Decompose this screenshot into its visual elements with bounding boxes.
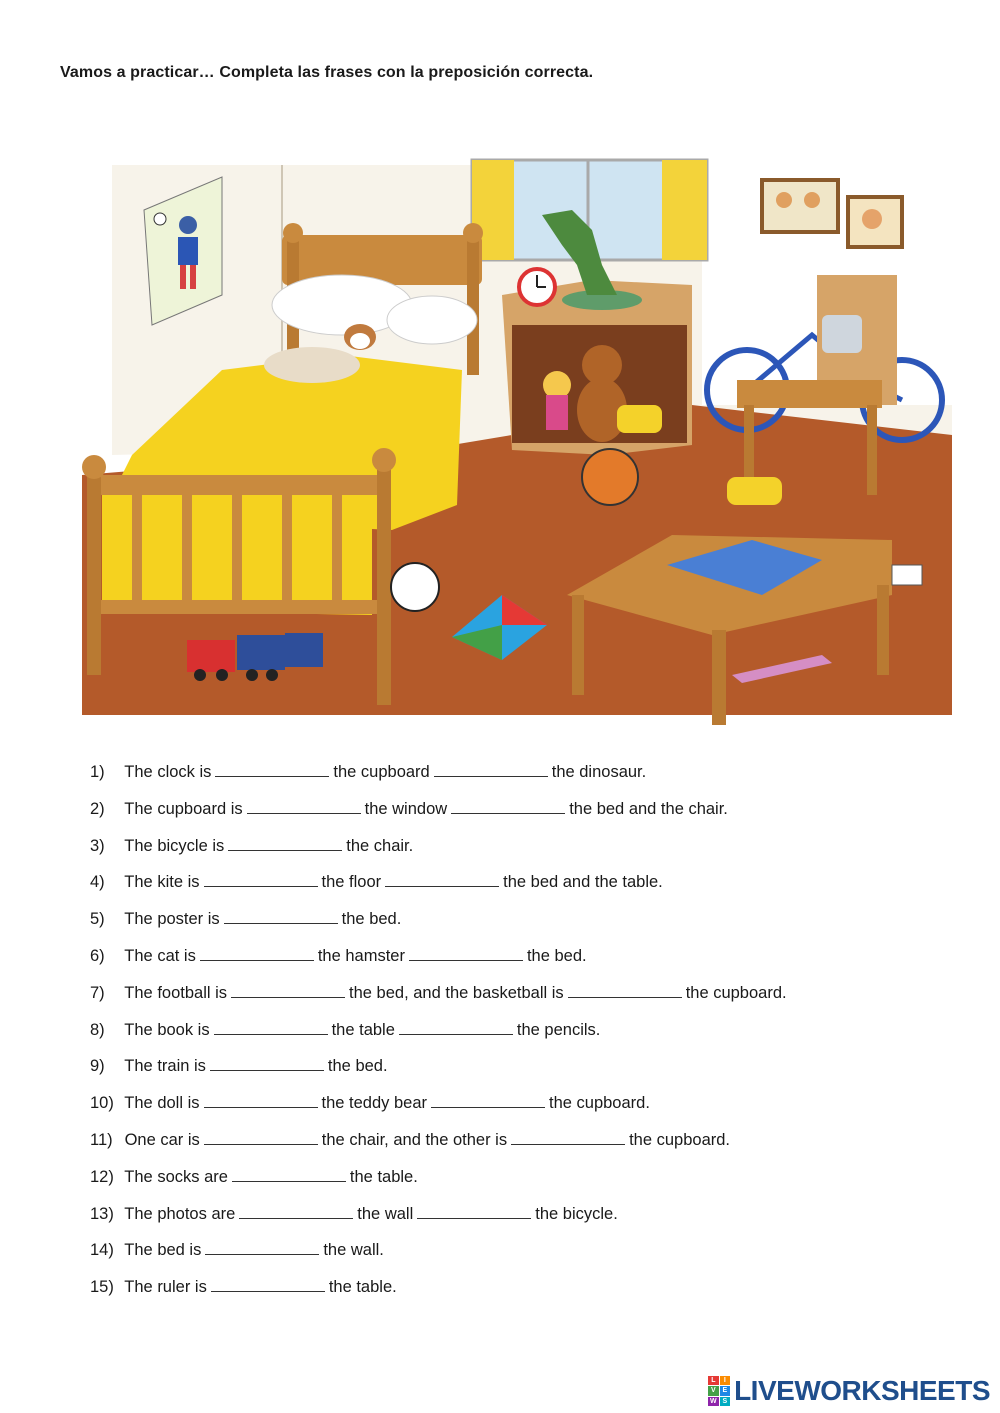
question-number: 15) (90, 1278, 114, 1297)
question-number: 9) (90, 1057, 105, 1076)
answer-blank[interactable] (231, 981, 345, 998)
question-2 (90, 797, 950, 834)
question-text: The doll is (124, 1094, 200, 1113)
question-number: 13) (90, 1204, 114, 1223)
answer-blank[interactable] (568, 981, 682, 998)
question-text: the chair. (346, 836, 414, 855)
question-text: The book is (124, 1020, 210, 1039)
brand-wordmark: LIVEWORKSHEETS (734, 1375, 990, 1406)
brand-badge-icon (708, 1376, 730, 1406)
question-text: the bed, and the basketball is (349, 983, 564, 1002)
question-text: The train is (124, 1057, 206, 1076)
bedroom-illustration (72, 155, 952, 730)
question-text: the cupboard. (629, 1130, 731, 1149)
alarm-clock (519, 269, 555, 305)
question-text: The photos are (124, 1204, 236, 1223)
answer-blank[interactable] (431, 1091, 545, 1108)
question-text: the dinosaur. (551, 763, 647, 781)
question-9 (90, 1054, 950, 1091)
question-text: the bed. (526, 946, 587, 965)
question-text: the bed and the table. (503, 873, 663, 892)
question-number: 5) (90, 910, 105, 929)
question-text: the bed. (341, 910, 402, 929)
answer-blank[interactable] (451, 797, 565, 814)
question-text: The bicycle is (124, 836, 225, 855)
question-text: the pencils. (516, 1020, 601, 1039)
question-text: the bicycle. (535, 1204, 618, 1223)
question-15 (90, 1275, 950, 1312)
basketball (582, 449, 638, 505)
question-14 (90, 1238, 950, 1275)
question-text: the table. (349, 1167, 418, 1186)
question-text: the cupboard. (549, 1094, 650, 1113)
answer-blank[interactable] (214, 1018, 328, 1035)
question-text: One car is (124, 1130, 200, 1149)
answer-blank[interactable] (205, 1238, 319, 1255)
answer-blank[interactable] (417, 1202, 531, 1219)
question-number: 3) (90, 836, 105, 855)
answer-blank[interactable] (239, 1202, 353, 1219)
question-number: 12) (90, 1167, 114, 1186)
question-number: 6) (90, 946, 105, 965)
answer-blank[interactable] (409, 944, 523, 961)
question-text: The bed is (124, 1241, 202, 1260)
badge-letter: E (720, 1386, 731, 1395)
question-number: 4) (90, 873, 105, 892)
badge-letter: V (708, 1386, 719, 1395)
question-text: The ruler is (124, 1278, 207, 1297)
answer-blank[interactable] (385, 870, 499, 887)
question-4 (90, 870, 950, 907)
answer-blank[interactable] (399, 1018, 513, 1035)
answer-blank[interactable] (224, 907, 338, 924)
answer-blank[interactable] (204, 1091, 318, 1108)
question-3 (90, 834, 950, 871)
answer-blank[interactable] (204, 870, 318, 887)
answer-blank[interactable] (200, 944, 314, 961)
question-number: 11) (90, 1130, 113, 1149)
question-text: the chair, and the other is (321, 1130, 508, 1149)
toy-car (727, 477, 782, 505)
badge-letter: S (720, 1397, 731, 1406)
question-text: the bed. (327, 1057, 388, 1076)
question-text: the wall. (323, 1241, 384, 1260)
question-text: the floor (321, 873, 382, 892)
question-5 (90, 907, 950, 944)
answer-blank[interactable] (434, 760, 548, 777)
answer-blank[interactable] (204, 1128, 318, 1145)
question-text: the cupboard. (685, 983, 787, 1002)
answer-blank[interactable] (215, 760, 329, 777)
question-13 (90, 1202, 950, 1239)
question-text: The football is (124, 983, 228, 1002)
question-12 (90, 1165, 950, 1202)
question-text: the table (331, 1020, 395, 1039)
badge-letter: L (708, 1376, 719, 1385)
badge-letter: W (710, 1397, 717, 1405)
answer-blank[interactable] (511, 1128, 625, 1145)
question-text: the bed and the chair. (569, 799, 728, 818)
question-7 (90, 981, 950, 1018)
answer-blank[interactable] (228, 834, 342, 851)
socks (892, 565, 922, 585)
question-1 (90, 760, 950, 797)
liveworksheets-logo (708, 1375, 990, 1407)
instruction-heading: Vamos a practicar… Completa las frases con la preposición correcta. (60, 64, 594, 81)
answer-blank[interactable] (211, 1275, 325, 1292)
question-number: 7) (90, 983, 105, 1002)
question-text: The cat is (124, 946, 196, 965)
question-text: the teddy bear (321, 1094, 427, 1113)
question-text: The poster is (124, 910, 220, 929)
answer-blank[interactable] (210, 1054, 324, 1071)
question-6 (90, 944, 950, 981)
question-text: The cupboard is (124, 799, 243, 818)
question-10 (90, 1091, 950, 1128)
question-number: 1) (90, 763, 105, 781)
badge-letter: I (720, 1376, 731, 1385)
question-text: The socks are (124, 1167, 228, 1186)
question-8 (90, 1018, 950, 1055)
question-text: The clock is (124, 763, 212, 781)
question-text: the table. (328, 1278, 397, 1297)
question-list (90, 760, 950, 1312)
question-text: the wall (357, 1204, 414, 1223)
question-number: 8) (90, 1020, 105, 1039)
question-text: the cupboard (333, 763, 430, 781)
football (391, 563, 439, 611)
question-text: the hamster (317, 946, 405, 965)
question-number: 14) (90, 1241, 114, 1260)
photo-frames (762, 180, 902, 247)
answer-blank[interactable] (232, 1165, 346, 1182)
question-number: 2) (90, 799, 105, 818)
answer-blank[interactable] (247, 797, 361, 814)
question-number: 10) (90, 1094, 114, 1113)
question-text: The kite is (124, 873, 200, 892)
question-text: the window (364, 799, 448, 818)
question-11 (90, 1128, 950, 1165)
